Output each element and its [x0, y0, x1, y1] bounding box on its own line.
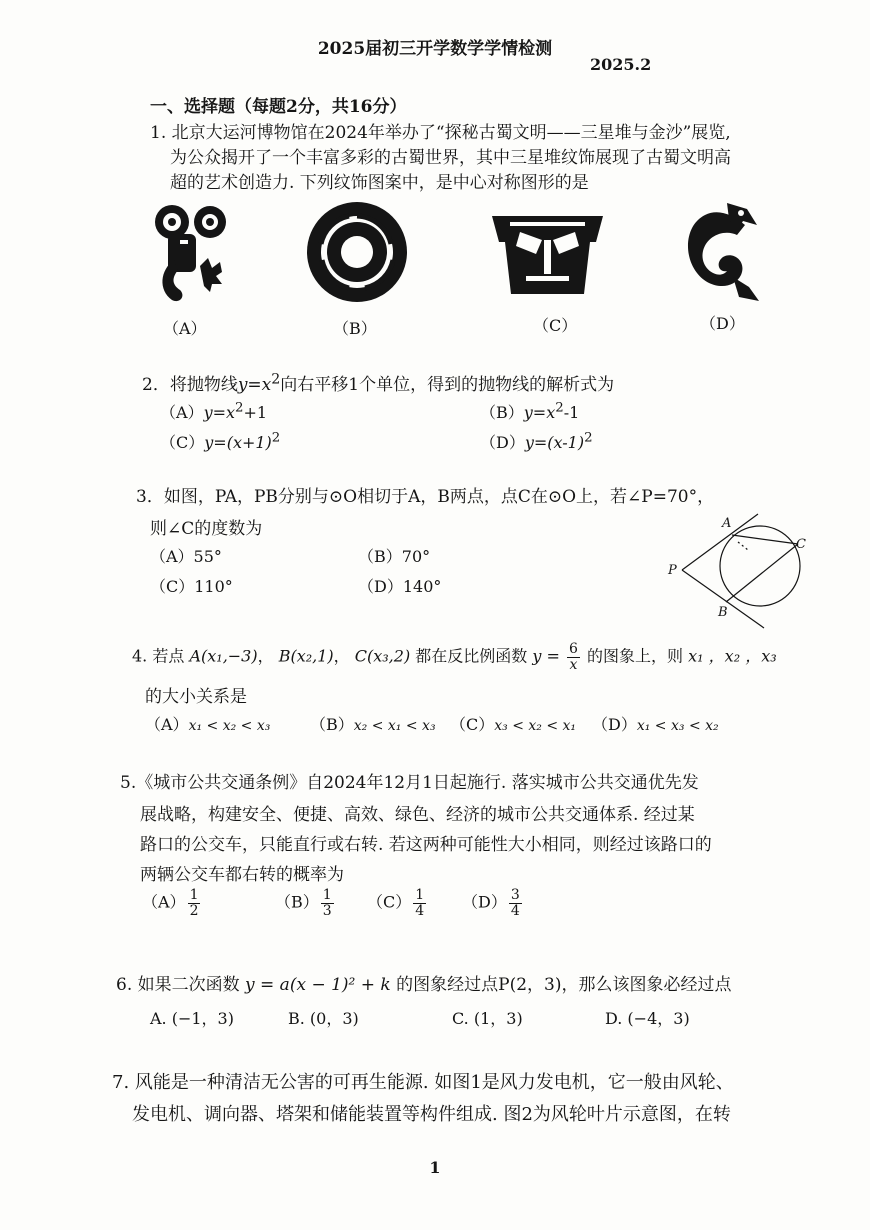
pattern-d-image	[675, 195, 765, 305]
pattern-c-image	[490, 210, 605, 300]
q5-line-1: 5.《城市公共交通条例》自2024年12月1日起施行. 落实城市公共交通优先发	[120, 773, 699, 793]
q6-option-a: A. (−1，3)	[150, 1009, 234, 1028]
q1-option-b: （B）	[333, 319, 377, 338]
q2-option-c: $(C)y=(x+1)^2$	[160, 430, 281, 452]
q4-option-c: （C）x₃ < x₂ < x₁	[450, 715, 577, 734]
q4-option-b: （B）x₂ < x₁ < x₃	[310, 715, 436, 734]
q1-option-c: （C）	[533, 316, 578, 335]
q5-line-2: 展战略，构建安全、便捷、高效、绿色、经济的城市公共交通体系. 经过某	[140, 805, 695, 825]
q4-option-a: （A）x₁ < x₂ < x₃	[145, 715, 271, 734]
q3-line-1: 3．如图，PA，PB分别与⊙O相切于A，B两点，点C在⊙O上，若∠P=70°，	[136, 487, 715, 507]
q3-line-2: 则∠C的度数为	[150, 519, 263, 539]
label-a: A	[722, 516, 732, 531]
q3-circle-figure	[660, 510, 815, 635]
q7-line-2: 发电机、调向器、塔架和储能装置等构件组成. 图2为风轮叶片示意图，在转	[132, 1104, 731, 1125]
q4-point-b: B(x₂,1)	[278, 646, 334, 666]
q2-option-a: $(A)y=x^2+1$	[160, 400, 268, 422]
q4-line-2: 的大小关系是	[145, 687, 247, 707]
q1-line-2: 为公众揭开了一个丰富多彩的古蜀世界，其中三星堆纹饰展现了古蜀文明高	[170, 148, 731, 168]
q3-option-a: （A）55°	[150, 547, 222, 566]
q2-stem: 2．将抛物线$y=x^2$向右平移1个单位，得到的抛物线的解析式为	[142, 371, 615, 395]
q3-option-b: （B）70°	[358, 547, 431, 566]
q2-option-b: $(B)y=x^2-1$	[480, 400, 580, 422]
q1-option-d: （D）	[700, 314, 745, 333]
q5-line-3: 路口的公交车，只能直行或右转. 若这两种可能性大小相同，则经过该路口的	[140, 835, 712, 855]
q2-option-d: $(D)y=(x-1)^2$	[480, 430, 593, 452]
q6-stem: 6. 如果二次函数 y = a(x − 1)² + k 的图象经过点P(2，3)，那么该图象必经过点	[116, 975, 732, 995]
label-b: B	[718, 605, 728, 620]
q4-option-d: （D）x₁ < x₃ < x₂	[592, 715, 719, 734]
q5-line-4: 两辆公交车都右转的概率为	[140, 865, 344, 885]
page-number: 1	[429, 1158, 441, 1177]
q4-point-a: A(x₁,−3)	[189, 646, 258, 666]
q5-option-b: （B） $\frac{1}{3}$	[275, 887, 332, 919]
q1-line-1: 1. 北京大运河博物馆在2024年举办了“探秘古蜀文明——三星堆与金沙”展览,	[150, 123, 731, 143]
q6-option-c: C. (1，3)	[452, 1009, 523, 1028]
q5-option-a: （A） $\frac{1}{2}$	[142, 887, 199, 919]
q4-point-c: C(x₃,2)	[354, 646, 411, 666]
exam-title: 2025届初三开学数学学情检测	[317, 39, 553, 59]
q1-option-a: （A）	[163, 319, 207, 338]
q3-option-c: （C）110°	[150, 577, 233, 596]
q5-option-d: （D） $\frac{3}{4}$	[462, 887, 520, 919]
q4-stem: 4. 若点 A(x₁,−3)， B(x₂,1)， C(x₃,2) 都在反比例函数 y = $\frac{6}{x}$ 的图象上，则 x₁ ，x₂ ，x₃	[132, 641, 777, 673]
q4-fraction: $\frac{6}{x}$	[569, 641, 578, 673]
q5-option-c: （C） $\frac{1}{4}$	[367, 887, 425, 919]
q1-line-3: 超的艺术创造力. 下列纹饰图案中，是中心对称图形的是	[170, 173, 589, 193]
pattern-a-image	[140, 200, 240, 310]
q6-option-b: B. (0，3)	[288, 1009, 359, 1028]
q7-line-1: 7. 风能是一种清洁无公害的可再生能源. 如图1是风力发电机，它一般由风轮、	[112, 1072, 734, 1093]
q3-option-d: （D）140°	[358, 577, 442, 596]
exam-date: 2025.2	[590, 55, 652, 74]
label-p: P	[668, 563, 677, 578]
pattern-b-image	[305, 200, 410, 305]
section-heading: 一、选择题（每题2分，共16分）	[150, 97, 407, 117]
q6-option-d: D. (−4，3)	[605, 1009, 690, 1028]
label-c: C	[796, 537, 806, 552]
